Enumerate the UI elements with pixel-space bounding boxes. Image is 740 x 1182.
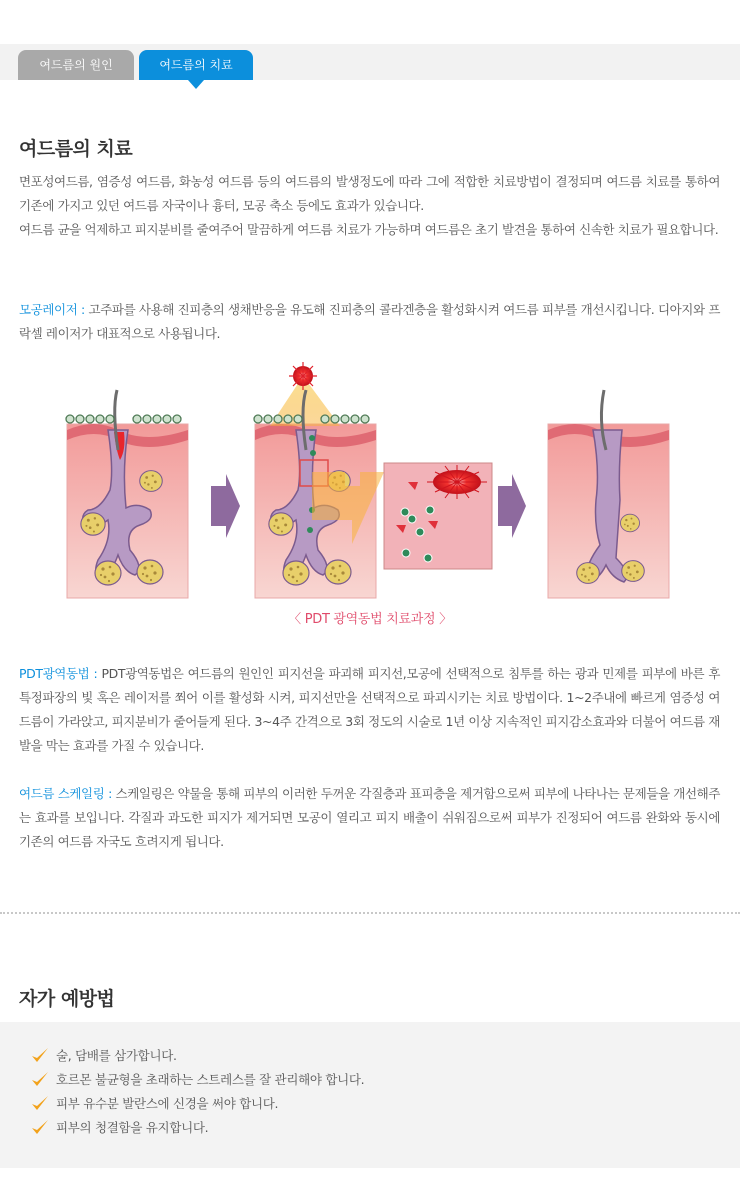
list-item	[30, 1116, 364, 1140]
treatment-intro-2: 여드름 균을 억제하고 피지분비를 줄여주어 말끔하게 여드름 치료가 가능하며 여드름은 초기 발견을 통하여 신속한 치료가 필요합니다.	[19, 222, 719, 237]
section-title-treatment: 여드름의 치료	[19, 138, 133, 160]
scaling-paragraph	[19, 782, 720, 854]
laser-label: 모공레이저 :	[19, 302, 85, 317]
pdt-paragraph	[19, 662, 720, 758]
checkmark-icon	[30, 1119, 50, 1137]
pdt-process-diagram	[0, 360, 740, 605]
diagram-step-1	[66, 390, 188, 598]
checkmark-icon	[30, 1071, 50, 1089]
treatment-intro-1: 면포성여드름, 염증성 여드름, 화농성 여드름 등의 여드름의 발생정도에 따라 그에 적합한 치료방법이 결정되며 여드름 치료를 통하여 기존에 가지고 있던 여드름 자국이나 흉터, 모공 축소 등에도 효과가 있습니다.	[19, 174, 720, 213]
step-arrow-1	[211, 474, 240, 538]
checkmark-icon	[30, 1095, 50, 1113]
diagram-caption: 〈 PDT 광역동법 치료과정 〉	[288, 612, 452, 627]
tab-acne-treatment[interactable]	[139, 50, 253, 80]
active-tab-caret	[188, 80, 204, 89]
diagram-step-3	[548, 390, 669, 598]
treatment-intro	[19, 170, 720, 242]
prevention-item-2: 호르몬 불균형을 초래하는 스트레스를 잘 관리해야 합니다.	[56, 1072, 365, 1087]
prevention-box	[0, 1022, 740, 1168]
section-title-prevention: 자가 예방법	[19, 988, 115, 1010]
list-item	[30, 1068, 364, 1092]
pdt-text: PDT광역동법은 여드름의 원인인 피지선을 파괴해 피지선,모공에 선택적으로 침투를 하는 광과 민제를 피부에 바른 후 특정파장의 빛 혹은 레이저를 쬐어 이를 활성화 시켜, 피지선만을 선택적으로 파괴시키는 치료 방법이다. 1~2주내에 빠르게 염증성 여드름이 가라앉고, 피지분비가 줄어들게 된다. 3~4주 간격으로 3회 정도의 시술로 1년 이상 지속적인 피지감소효과와 더불어 여드름 재발을 막는 효과를 가질 수 있습니다.	[19, 666, 720, 753]
scaling-label: 여드름 스케일링 :	[19, 786, 112, 801]
tab-acne-cause[interactable]: 여드름의 원인	[18, 50, 134, 80]
prevention-item-3: 피부 유수분 발란스에 신경을 써야 합니다.	[56, 1096, 279, 1111]
prevention-item-4: 피부의 청결함을 유지합니다.	[56, 1120, 209, 1135]
prevention-item-1: 술, 담배를 삼가합니다.	[56, 1048, 177, 1063]
tab-bar	[0, 44, 740, 80]
prevention-list	[30, 1044, 364, 1140]
diagram-zoom-panel	[384, 463, 492, 569]
tab-acne-treatment-label: 여드름의 치료	[159, 58, 233, 72]
laser-paragraph	[19, 298, 720, 346]
pdt-label: PDT광역동법 :	[19, 666, 98, 681]
scaling-text: 스케일링은 약물을 통해 피부의 이러한 두꺼운 각질층과 표피층을 제거함으로써 피부에 나타나는 문제들을 개선해주는 효과를 보입니다. 각질과 과도한 피지가 제거되면 모공이 열리고 피지 배출이 쉬워짐으로써 피부가 진정되어 여드름 완화와 동시에 기존의 여드름 자국도 흐려지게 됩니다.	[19, 786, 721, 849]
laser-text: 고주파를 사용해 진피층의 생채반응을 유도해 진피층의 콜라겐층을 활성화시켜 여드름 피부를 개선시킵니다. 디아지와 프락셀 레이저가 대표적으로 사용됩니다.	[19, 302, 721, 341]
list-item	[30, 1092, 364, 1116]
section-divider	[0, 912, 740, 914]
list-item	[30, 1044, 364, 1068]
step-arrow-2	[498, 474, 526, 538]
checkmark-icon	[30, 1047, 50, 1065]
diagram-step-2	[254, 362, 384, 598]
